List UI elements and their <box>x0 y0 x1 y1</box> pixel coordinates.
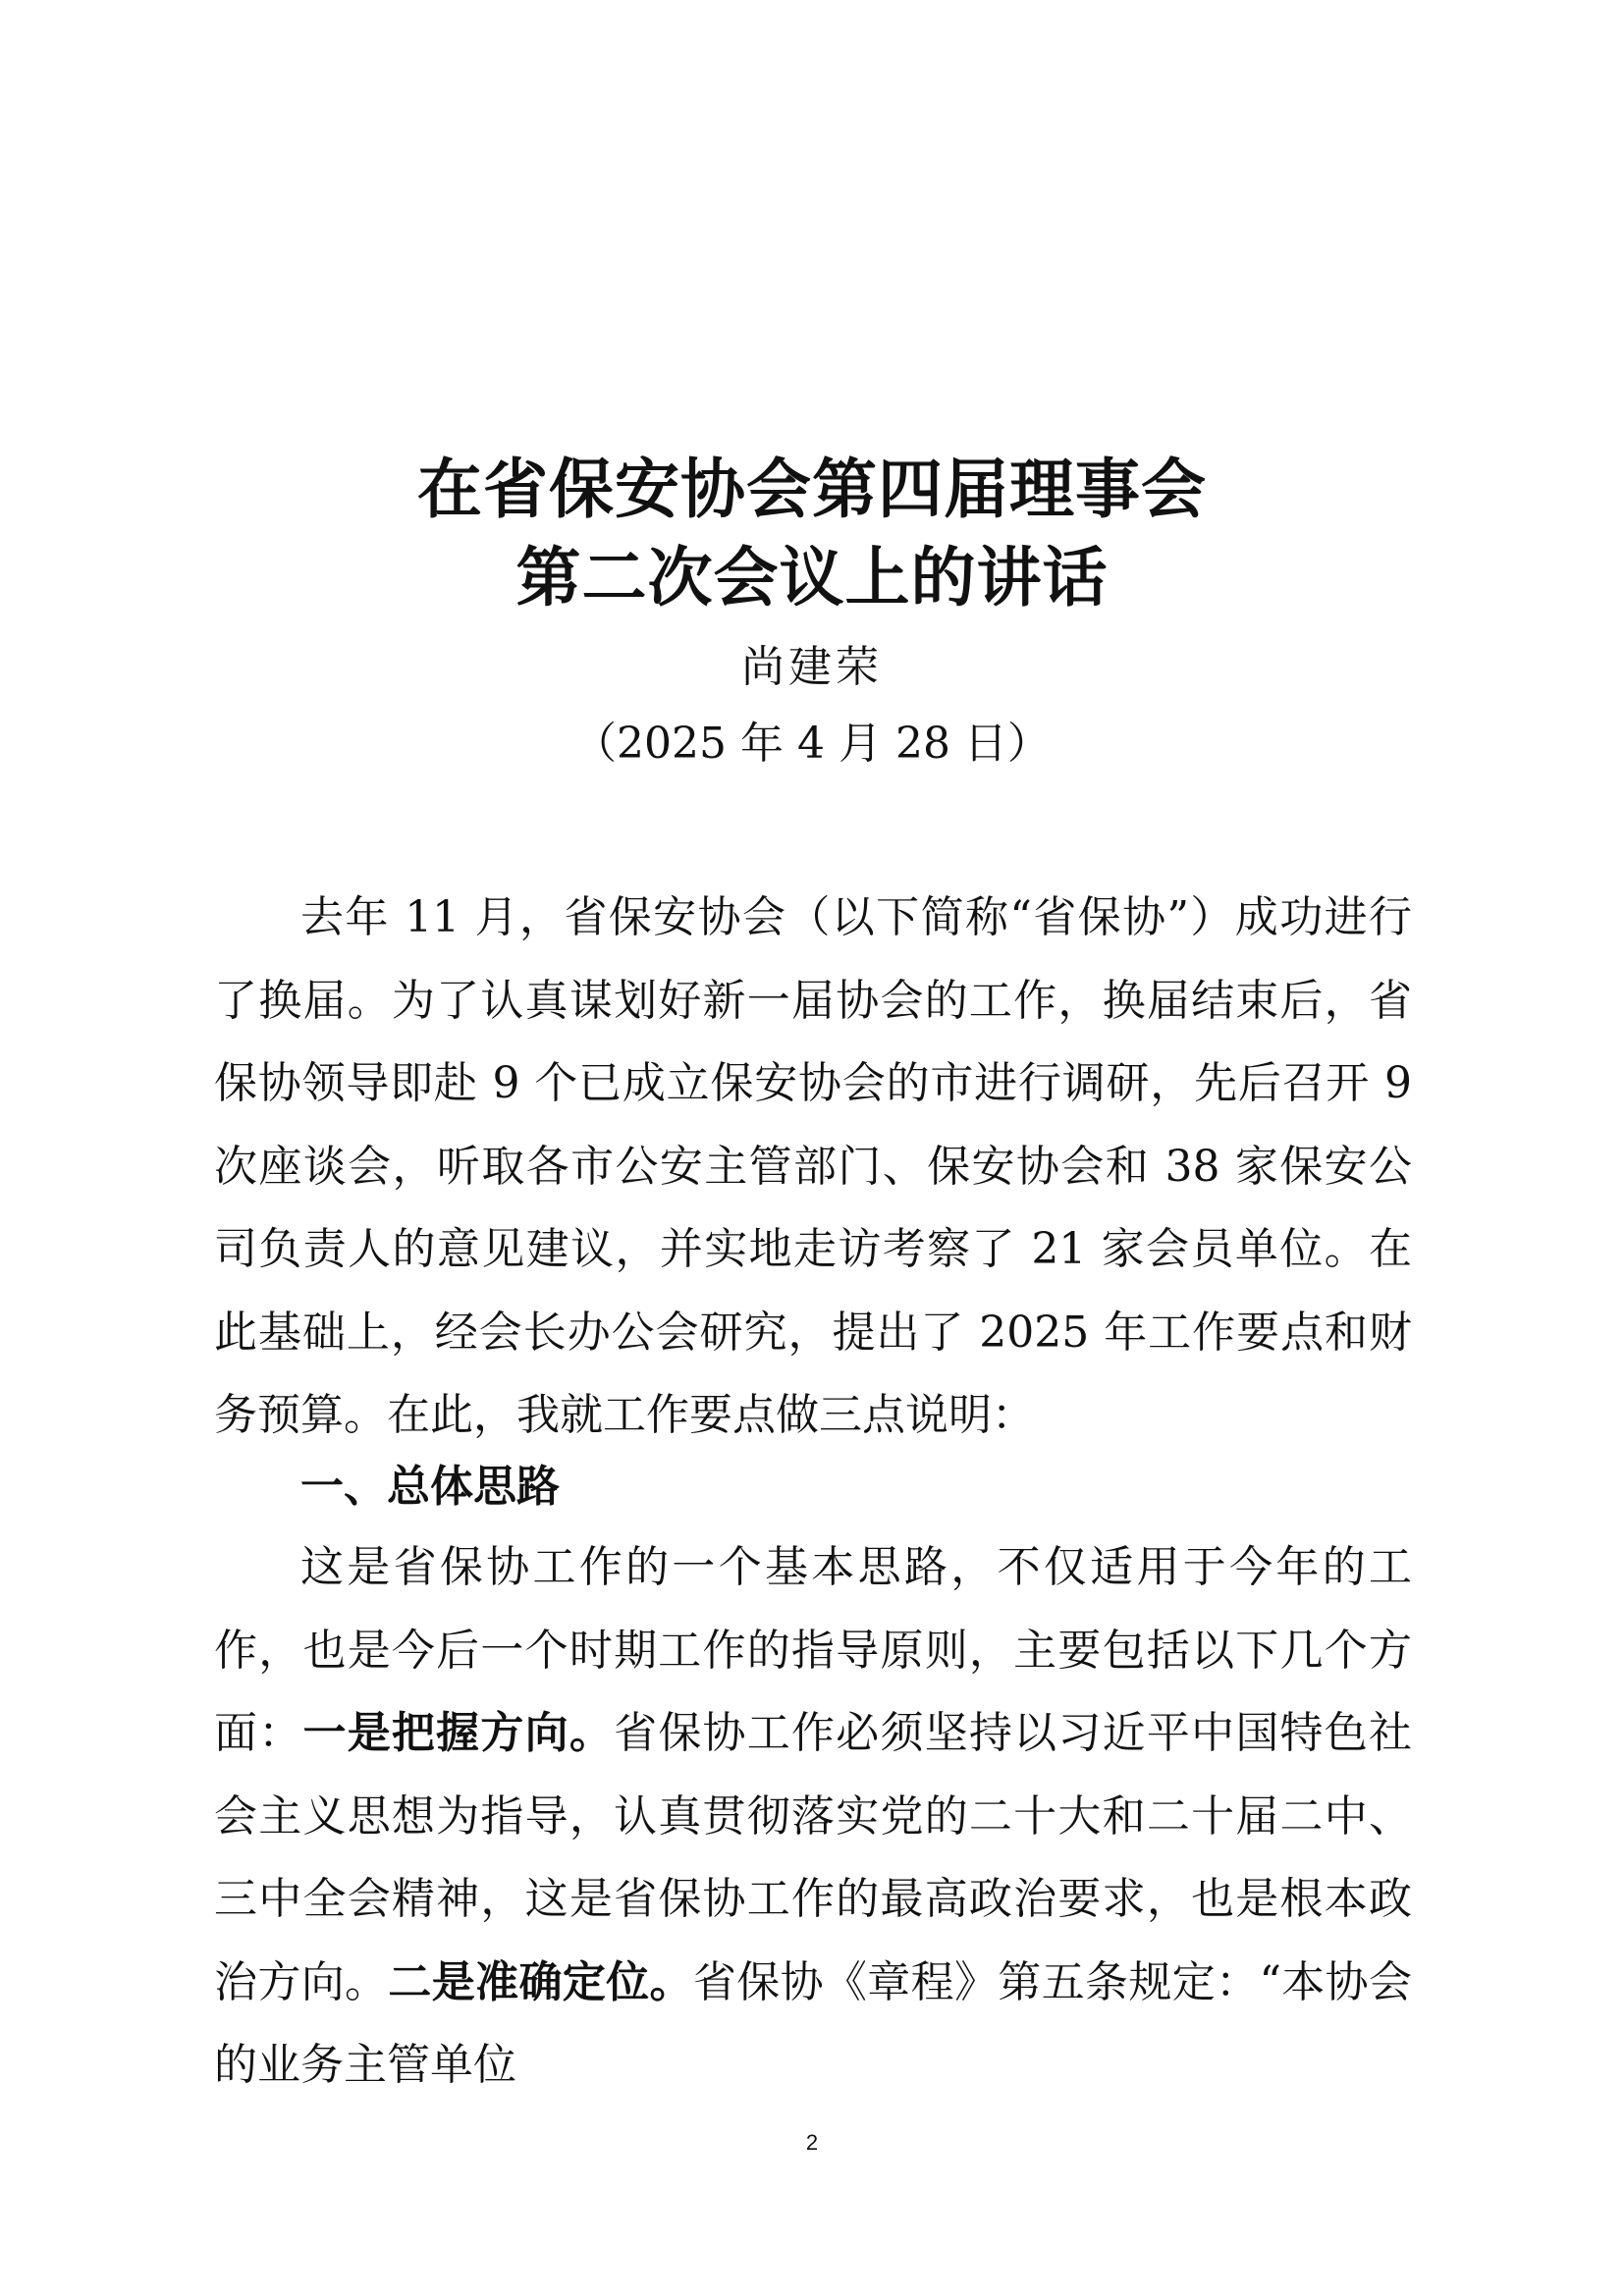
document-title-line-1: 在省保安协会第四届理事会 <box>417 451 1207 527</box>
paragraph-text-segment: 省保协《章程》第五条规定：“本协会的业务主管单位 <box>214 1956 1413 2090</box>
emphasis-point-1: 一是把握方向。 <box>302 1708 615 1758</box>
paragraph-general-approach <box>214 1526 1412 2108</box>
page-number: 2 <box>805 2130 819 2155</box>
speech-date: （2025 年 4 月 28 日） <box>573 719 1051 769</box>
section-heading-1: 一、总体思路 <box>300 1462 560 1512</box>
author-name: 尚建荣 <box>741 642 883 692</box>
document-title-line-2: 第二次会议上的讲话 <box>515 539 1109 615</box>
paragraph-text-segment: 省保协工作必须坚持以习近平中国特色社会主义思想为指导，认真贯彻落实党的二十大和二十届二中、三中全会精神，这是省保协工作的最高政治要求，也是根本政治方向。 <box>214 1708 1413 2007</box>
paragraph-intro: 去年 11 月，省保安协会（以下简称“省保协”）成功进行了换届。为了认真谋划好新一届协会的工作，换届结束后，省保协领导即赴 9 个已成立保安协会的市进行调研，先后召开 9 次座谈会，听取各市公安主管部门、保安协会和 38 家保安公司负责人的意见建议，并实地走访考察了 21 家会员单位。在此基础上，经会长办公会研究，提出了 2025 年工作要点和财务预算。在此，我就工作要点做三点说明： <box>214 892 1412 1440</box>
emphasis-point-2: 二是准确定位。 <box>388 1956 693 2007</box>
paragraph-text-segment: 这是省保协工作的一个基本思路，不仅适用于今年的工作，也是今后一个时期工作的指导原则，主要包括以下几个方面： <box>214 1542 1412 1758</box>
